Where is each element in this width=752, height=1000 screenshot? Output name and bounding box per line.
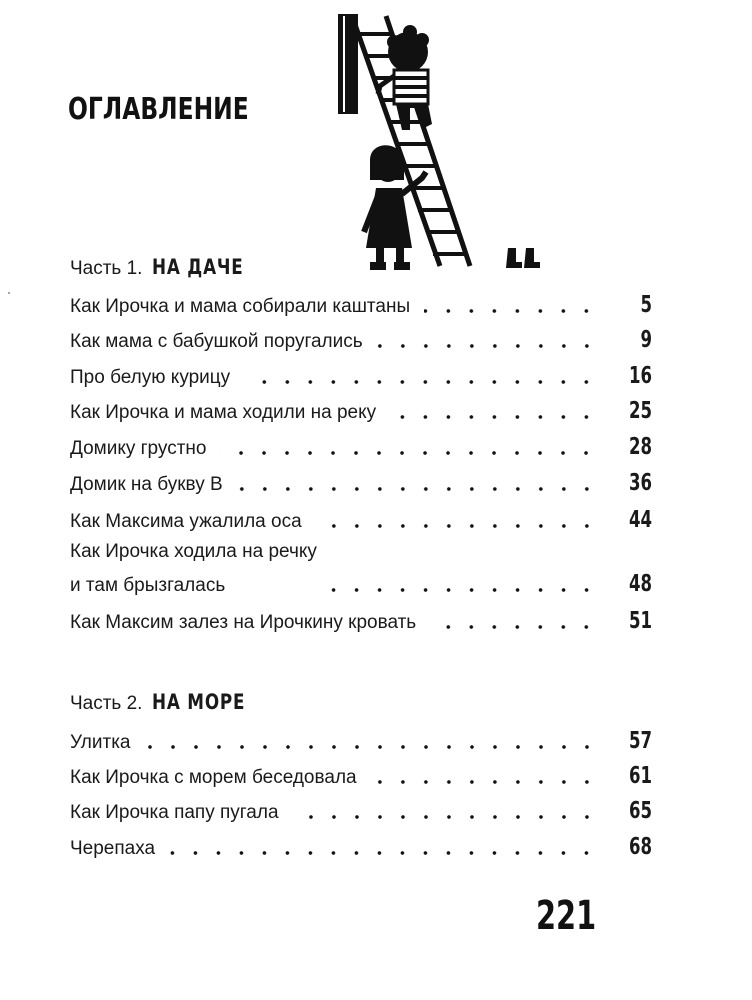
part-2-name: НА МОРЕ (151, 690, 246, 714)
dot-leader (377, 344, 598, 348)
dot-leader (237, 487, 598, 491)
toc-entry[interactable] (70, 398, 652, 424)
dot-leader (293, 815, 598, 819)
part-2-heading (70, 690, 268, 715)
dot-leader (244, 380, 598, 384)
entry-title: Как Ирочка с морем беседовала (70, 767, 357, 788)
entry-title: Черепаха (70, 838, 156, 859)
toc-entry-two-line[interactable] (70, 541, 652, 597)
toc-entry[interactable] (70, 327, 652, 353)
toc-entry[interactable] (70, 608, 652, 634)
entry-title: Как Ирочка папу пугала (70, 802, 279, 823)
toc-entry[interactable] (70, 434, 652, 460)
entry-title: Домик на букву В (70, 474, 223, 495)
entry-title: Улитка (70, 732, 131, 753)
toc-entry[interactable] (70, 798, 652, 824)
toc-entry[interactable] (70, 728, 652, 754)
entry-page-number: 61 (628, 763, 652, 789)
dot-leader (390, 415, 598, 419)
entry-page-number: 16 (628, 363, 652, 389)
entry-page-number: 51 (628, 608, 652, 634)
entry-page-number: 25 (628, 398, 652, 424)
dot-leader (169, 851, 598, 855)
part-1-label: Часть 1. (70, 258, 143, 279)
toc-entry[interactable] (70, 292, 652, 318)
dot-leader (331, 588, 598, 592)
entry-page-number: 65 (628, 798, 652, 824)
page-folio-number: 221 (536, 893, 597, 939)
dot-leader (430, 625, 598, 629)
toc-entry[interactable] (70, 763, 652, 789)
entry-page-number: 48 (628, 571, 652, 597)
entry-page-number: 57 (628, 728, 652, 754)
entry-title: Как Ирочка и мама ходили на реку (70, 402, 377, 423)
entry-page-number: 28 (628, 434, 652, 460)
dot-leader (371, 780, 598, 784)
entry-title: Как Ирочка и мама собирали каштаны (70, 296, 411, 317)
entry-title: Как мама с бабушкой поругались (70, 331, 363, 352)
entry-page-number: 9 (640, 327, 652, 353)
entry-page-number: 68 (628, 834, 652, 860)
entry-page-number: 5 (640, 292, 652, 318)
dot-leader (145, 745, 599, 749)
dot-leader (316, 524, 598, 528)
toc-entry[interactable] (70, 363, 652, 389)
page-title: ОГЛАВЛЕНИЕ (68, 92, 249, 127)
part-2-label: Часть 2. (70, 693, 143, 714)
entry-title (70, 541, 317, 597)
entry-title: Как Максима ужалила оса (70, 511, 302, 532)
entry-title: Как Максим залез на Ирочкину кровать (70, 612, 417, 633)
paper-speck (8, 292, 10, 294)
children-on-ladder-illustration (330, 12, 560, 274)
dot-leader (220, 451, 598, 455)
entry-title-line-2: и там брызгалась (70, 575, 226, 596)
dot-leader (424, 309, 598, 313)
toc-entry[interactable] (70, 834, 652, 860)
entry-title-line-1: Как Ирочка ходила на речку (70, 541, 317, 562)
entry-page-number: 36 (628, 470, 652, 496)
entry-title: Про белую курицу (70, 367, 231, 388)
entry-page-number: 44 (628, 507, 652, 533)
toc-entry[interactable] (70, 470, 652, 496)
entry-title: Домику грустно (70, 438, 207, 459)
part-1-heading (70, 255, 266, 280)
toc-entry[interactable] (70, 507, 652, 533)
part-1-name: НА ДАЧЕ (151, 255, 244, 279)
